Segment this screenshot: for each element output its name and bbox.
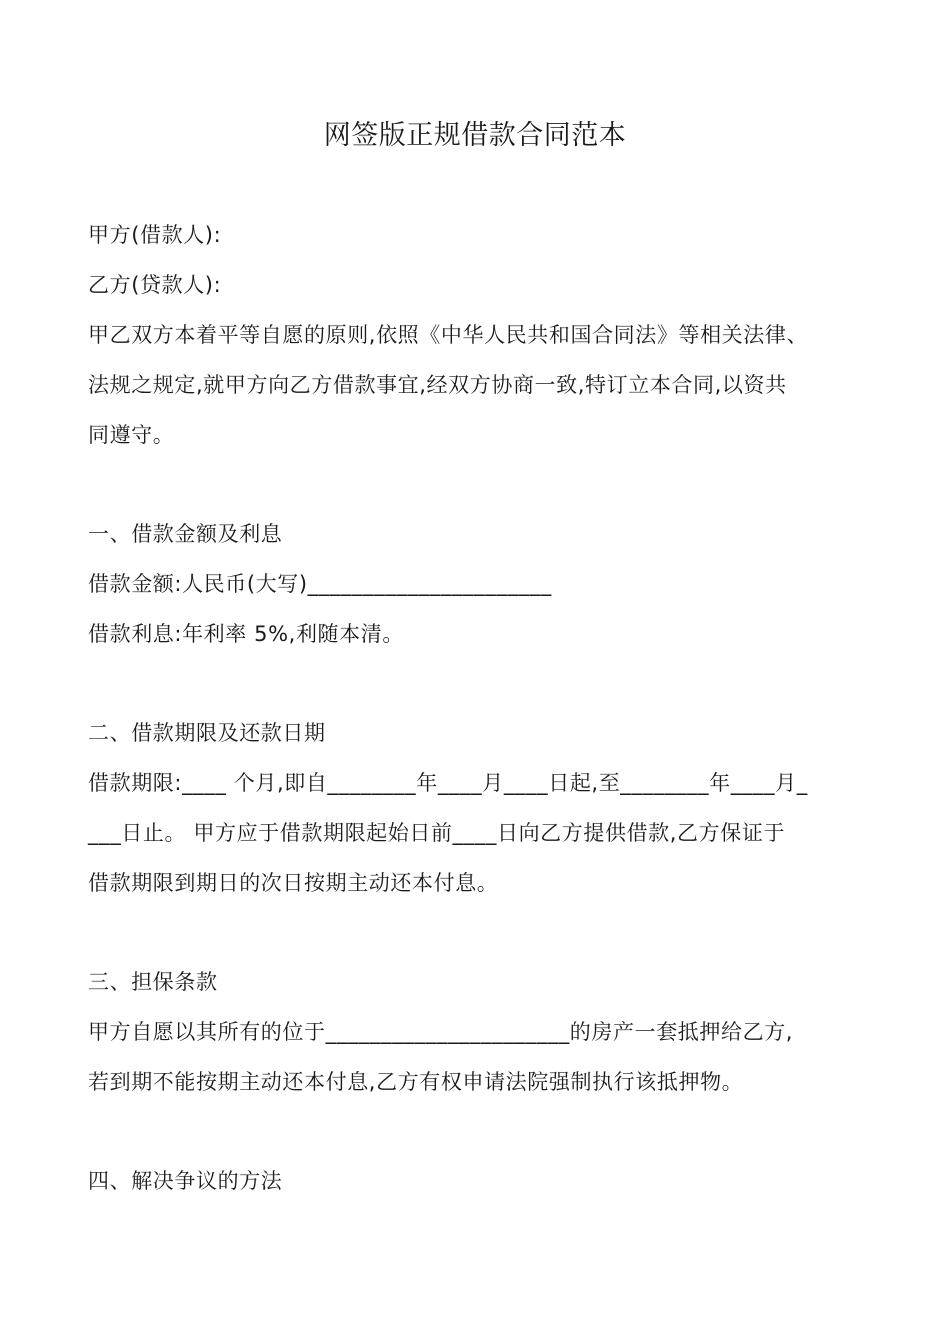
section-heading-4: 四、解决争议的方法 — [88, 1169, 283, 1193]
guarantee-line-2: 若到期不能按期主动还本付息,乙方有权申请法院强制执行该抵押物。 — [88, 1070, 744, 1094]
section-heading-1: 一、借款金额及利息 — [88, 522, 283, 546]
loan-term-line-2: ___日止。 甲方应于借款期限起始日前____日向乙方提供借款,乙方保证于 — [88, 821, 786, 845]
party-a-line: 甲方(借款人): — [88, 223, 222, 247]
section-heading-2: 二、借款期限及还款日期 — [88, 721, 326, 745]
document-title: 网签版正规借款合同范本 — [323, 120, 627, 151]
party-b-line: 乙方(贷款人): — [88, 273, 222, 297]
loan-amount-line: 借款金额:人民币(大写)______________________ — [88, 572, 552, 596]
preamble-line-1: 甲乙双方本着平等自愿的原则,依照《中华人民共和国合同法》等相关法律、 — [88, 323, 809, 347]
loan-term-line-1: 借款期限:____ 个月,即自________年____月____日起,至________年____月_ — [88, 771, 808, 795]
loan-interest-line: 借款利息:年利率 5%,利随本清。 — [88, 622, 404, 646]
guarantee-line-1: 甲方自愿以其所有的位于______________________的房产一套抵押给乙方, — [88, 1020, 794, 1044]
preamble-line-2: 法规之规定,就甲方向乙方借款事宜,经双方协商一致,特订立本合同,以资共 — [88, 373, 787, 397]
section-heading-3: 三、担保条款 — [88, 970, 218, 994]
preamble-line-3: 同遵守。 — [88, 423, 175, 447]
loan-term-line-3: 借款期限到期日的次日按期主动还本付息。 — [88, 871, 499, 895]
